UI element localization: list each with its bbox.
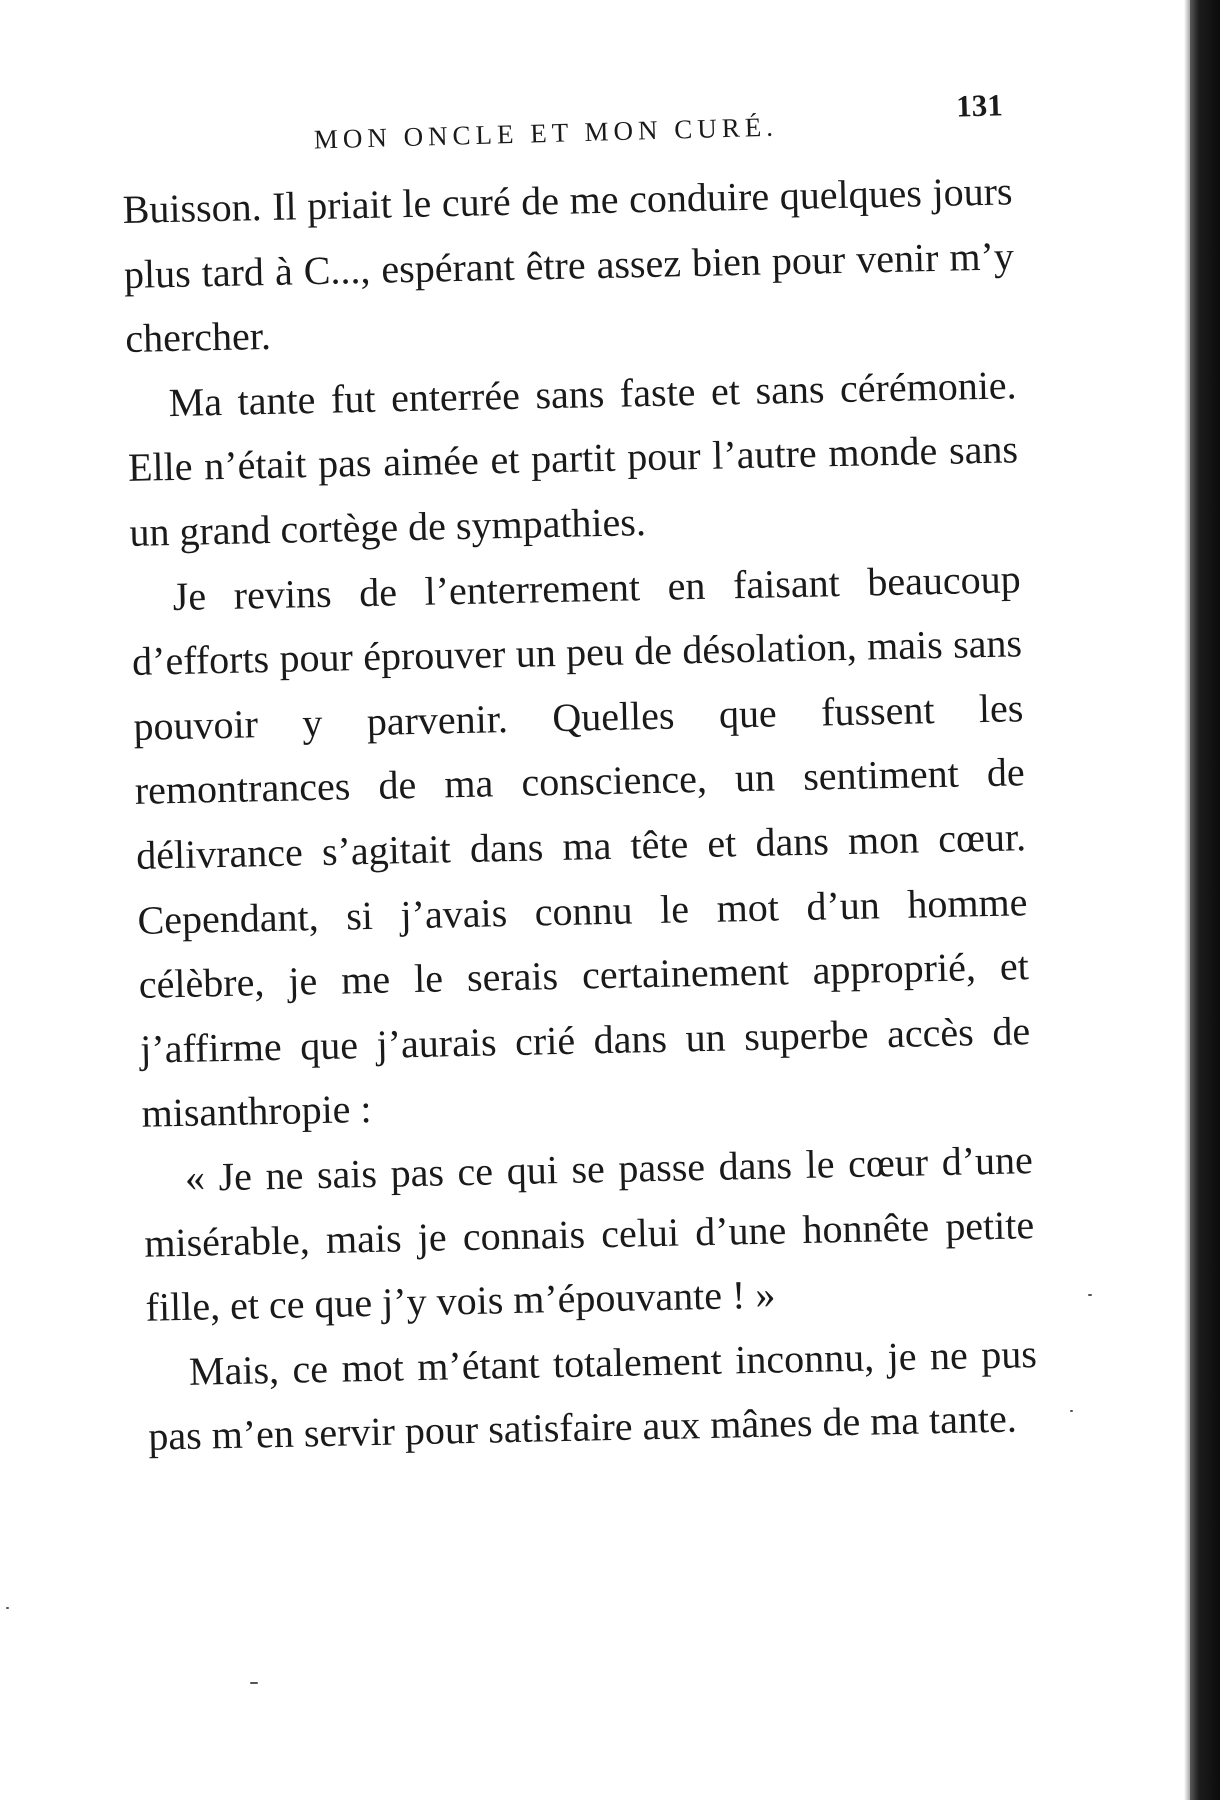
scan-speck [6,1607,9,1609]
paragraph: « Je ne sais pas ce qui se passe dans le cœur d’une misérable, mais je connais celui d’une honnête petite fille, et ce que j’y vois m’épouvante ! » [143,1137,1035,1330]
scan-speck [250,1682,258,1684]
binding-edge [1190,0,1220,1800]
scan-speck [1070,1410,1073,1412]
body-text [122,159,1039,1469]
paragraph: Mais, ce mot m’étant totalement inconnu, je ne pus pas m’en servir pour satisfaire aux mânes de ma tante. [147,1330,1038,1460]
running-title: MON ONCLE ET MON CURÉ. [313,111,779,155]
running-head [118,87,1019,162]
paragraph: Je revins de l’enterrement en faisant beaucoup d’efforts pour éprouver un peu de désolation, mais sans pouvoir y parvenir. Quelles que fussent les remontrances de ma conscience, un sentiment de délivrance s’agitait dans ma tête et dans mon cœur. Cependant, si j’avais connu le mot d’un homme célèbre, je me le serais certainement approprié, et j’affirme que j’aurais crié dans un superbe accès de misanthropie : [131,555,1031,1137]
page-number: 131 [955,87,1004,124]
scan-speck [1088,1294,1092,1296]
paragraph: Buisson. Il priait le curé de me conduire quelques jours plus tard à C..., espérant être assez bien pour venir m’y chercher. [122,168,1015,362]
paragraph: Ma tante fut enterrée sans faste et sans cérémonie. Elle n’était pas aimée et partit pour l’autre monde sans un grand cortège de sympathies. [127,362,1019,555]
